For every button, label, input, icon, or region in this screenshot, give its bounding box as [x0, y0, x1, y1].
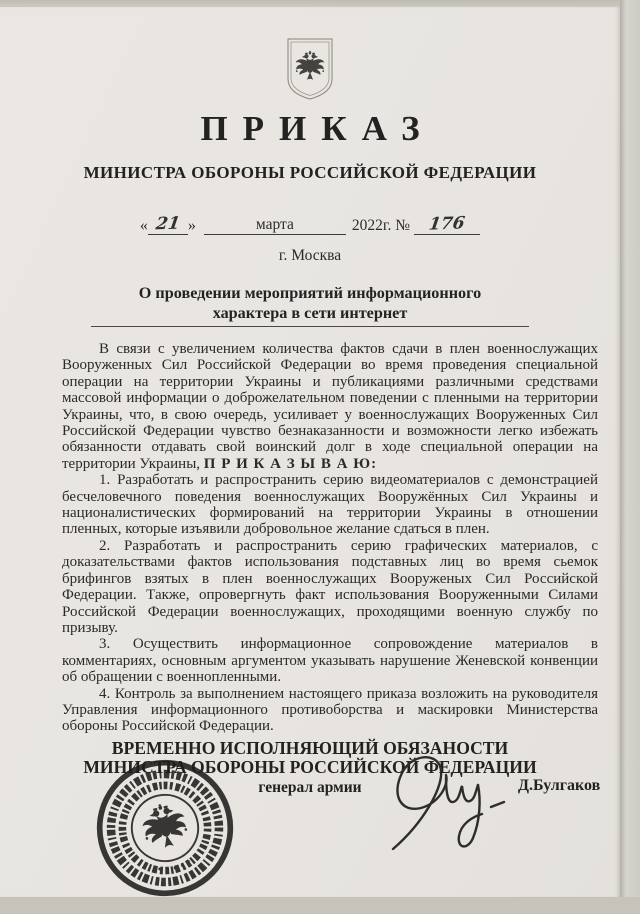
order-word: П Р И К А З Ы В А Ю:: [203, 455, 378, 472]
subject-heading: [0, 283, 620, 327]
signatory-rank: генерал армии: [258, 778, 362, 796]
year-label: 2022г.: [351, 217, 392, 234]
number-sign: №: [395, 217, 411, 234]
photo-backdrop-top: [0, 0, 640, 7]
order-item-4: 4. Контроль за выполнением настоящего приказа возложить на руководителя Управления информационного противоборства и маскировки Министерства обороны Российской Федерации.: [62, 685, 598, 735]
signatory-title-line-1: ВРЕМЕННО ИСПОЛНЯЮЩИЙ ОБЯЗАНОСТИ: [111, 737, 509, 758]
subject-underline: [91, 326, 529, 327]
handwritten-number: 176: [427, 213, 467, 235]
order-body: [62, 341, 598, 735]
subject-line-1: О проведении мероприятий информационного: [138, 284, 482, 302]
close-quote: »: [187, 217, 196, 234]
order-item-2: 2. Разработать и распространить серию графических материалов, с доказательствами фактов использования подставных лиц во время сьемок брифингов взятых в плен военнослужащих Вооруженых Сил Российской Федерации. Также, опровергнуть факт использования Вооруженными Силами Российской Федерации военнослужащих, проходящими военную службу по призыву.: [62, 537, 598, 636]
document-issuer: МИНИСТРА ОБОРОНЫ РОССИЙСКОЙ ФЕДЕРАЦИИ: [83, 163, 537, 182]
handwritten-signature-icon: [383, 745, 523, 875]
city-line: г. Москва: [278, 247, 342, 264]
order-item-3: 3. Осуществить информационное сопровождение материалов в комментариях, основным аргументом указывать нарушение Женевской конвенции об обращении с военнопленными.: [62, 636, 598, 686]
intro-text: В связи с увеличением количества фактов сдачи в плен военнослужащих Вооруженных Сил Российской Федерации во время проведения специальной операции на территории Украины и публикациями различными средствами массовой информации о доброжелательном поведении с пленными на территории Украины, что, в свою очередь, усиливает у военнослужащих Вооруженных Сил Российской Федерации чувство безнаказанности и возможности легко избежать обязанности отдавать свой воинский долг в ходе специальной операции на территории Украины,: [62, 341, 598, 472]
date-line: [0, 215, 620, 235]
signatory-title-line-2: МИНИСТРА ОБОРОНЫ РОССИЙСКОЙ ФЕДЕРАЦИИ: [83, 756, 537, 777]
document-page: [0, 7, 620, 897]
coat-of-arms-icon: [285, 37, 335, 101]
month-field: марта: [204, 215, 346, 235]
intro-paragraph: [62, 341, 598, 472]
open-quote: «: [139, 217, 148, 234]
handwritten-day: 21: [154, 213, 182, 235]
document-title: ПРИКАЗ: [200, 109, 435, 148]
photo-backdrop-right: [620, 0, 640, 897]
signatory-name: Д.Булгаков: [518, 777, 601, 794]
order-item-1: 1. Разработать и распространить серию видеоматериалов с демонстрацией бесчеловечного поведения военнослужащих Вооружённых Сил Украины и националистических формирований на территории Украины в отношении пленных, которые изъявили добровольное желание сдаться в плен.: [62, 472, 598, 538]
subject-line-2: характера в сети интернет: [212, 304, 408, 322]
